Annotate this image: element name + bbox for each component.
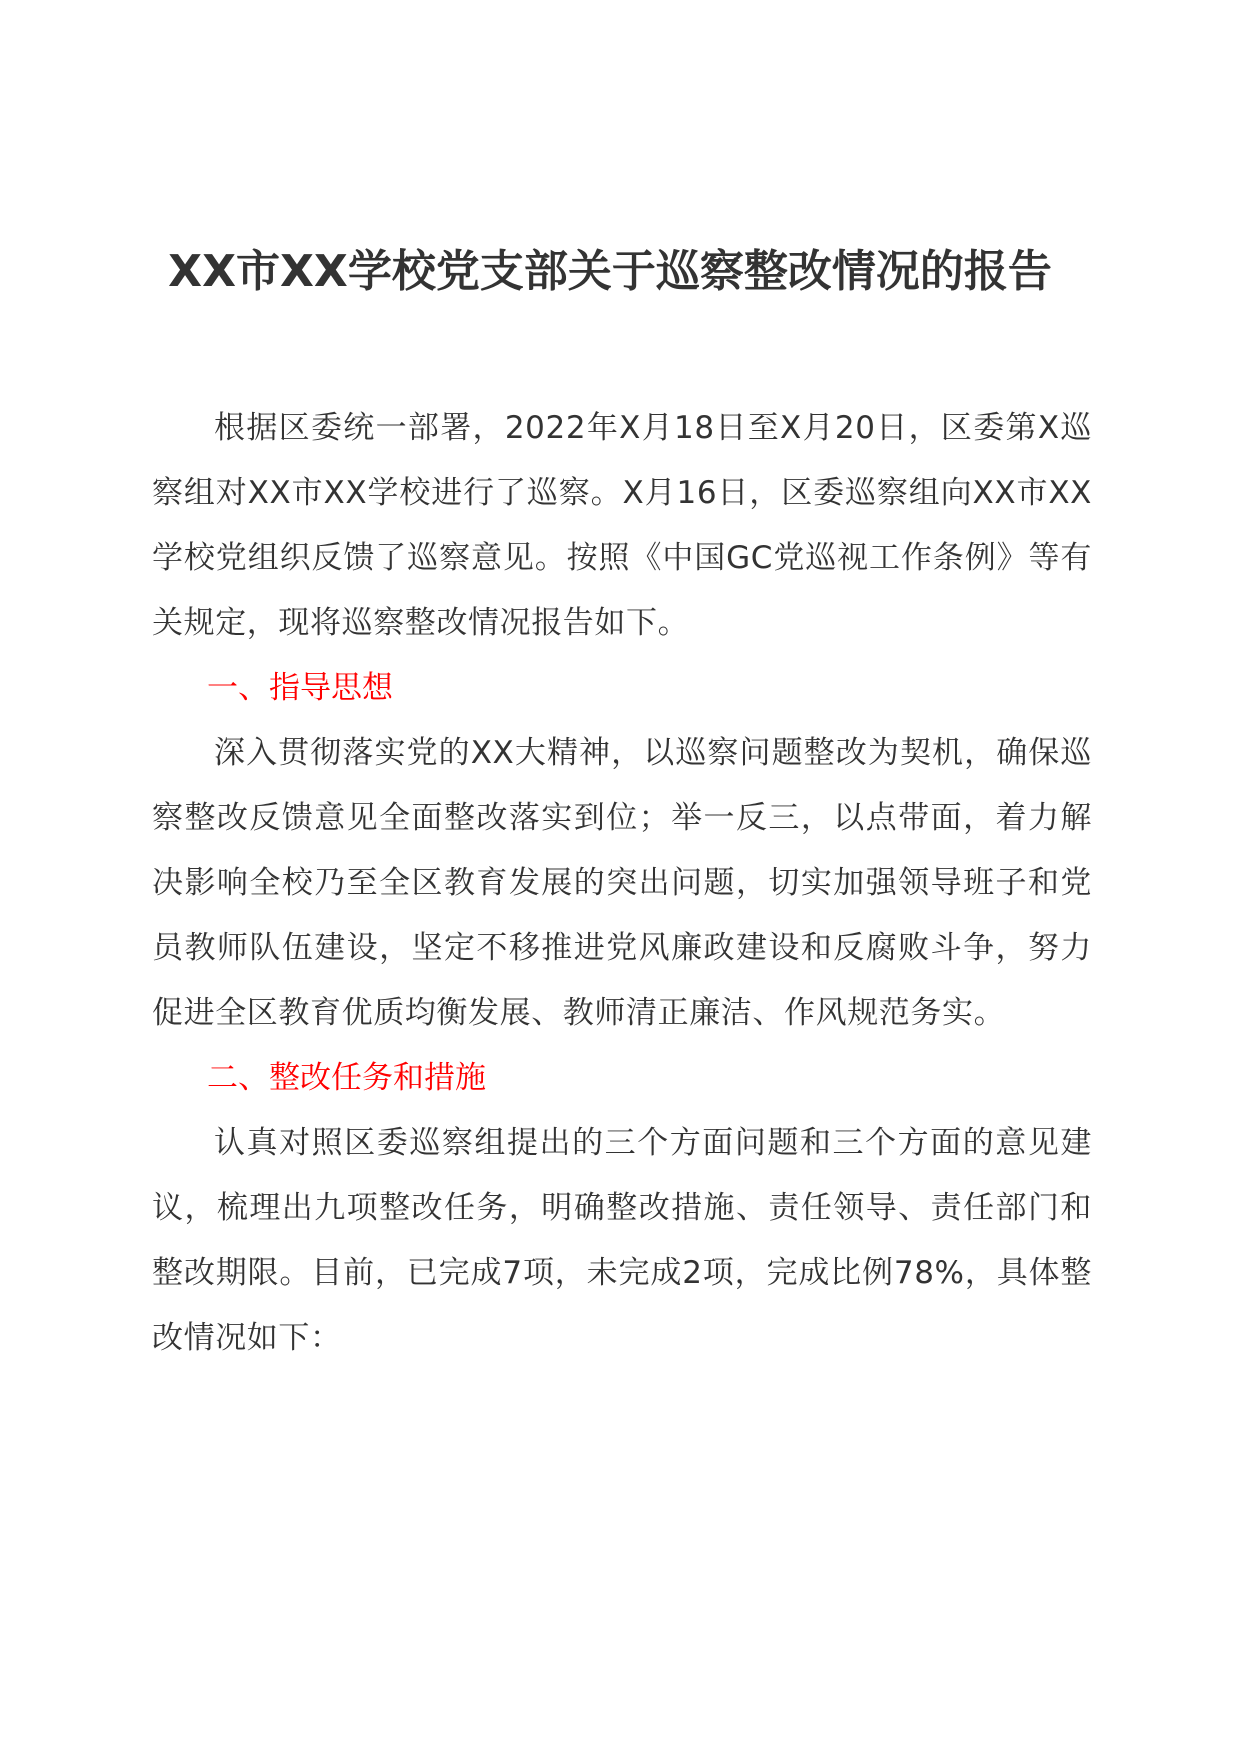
section-heading-tasks-measures: 二、整改任务和措施 (207, 1060, 486, 1096)
document-title: XX市XX学校党支部关于巡察整改情况的报告 (168, 246, 1052, 297)
section-heading-guiding-ideology: 一、指导思想 (207, 670, 393, 706)
document-body (152, 396, 1092, 1371)
intro-paragraph: 根据区委统一部署，2022年X月18日至X月20日，区委第X巡察组对XX市XX学校进行了巡察。X月16日，区委巡察组向XX市XX学校党组织反馈了巡察意见。按照《中国GC党巡视工作条例》等有关规定，现将巡察整改情况报告如下。 (152, 410, 1092, 641)
guiding-ideology-paragraph: 深入贯彻落实党的XX大精神，以巡察问题整改为契机，确保巡察整改反馈意见全面整改落实到位；举一反三，以点带面，着力解决影响全校乃至全区教育发展的突出问题，切实加强领导班子和党员教师队伍建设，坚定不移推进党风廉政建设和反腐败斗争，努力促进全区教育优质均衡发展、教师清正廉洁、作风规范务实。 (152, 735, 1092, 1031)
tasks-measures-paragraph: 认真对照区委巡察组提出的三个方面问题和三个方面的意见建议，梳理出九项整改任务，明确整改措施、责任领导、责任部门和整改期限。目前，已完成7项，未完成2项，完成比例78%，具体整改情况如下： (152, 1125, 1092, 1356)
